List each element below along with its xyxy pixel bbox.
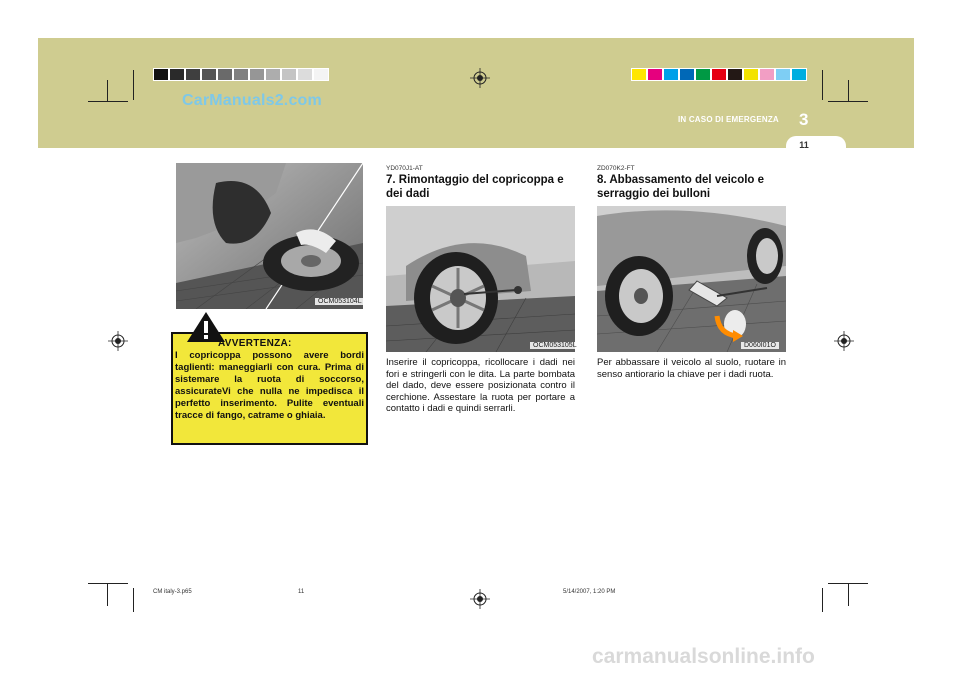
gray-swatch [249, 68, 265, 81]
color-swatch [711, 68, 727, 81]
color-swatch [791, 68, 807, 81]
step-heading [386, 173, 576, 201]
step-number: 8. [597, 174, 607, 186]
color-swatch [631, 68, 647, 81]
section-title: IN CASO DI EMERGENZA [678, 115, 779, 124]
lowering-vehicle-photo [597, 206, 786, 352]
registration-mark-icon [470, 68, 490, 88]
color-swatch [663, 68, 679, 81]
gray-swatch [297, 68, 313, 81]
footer-page: 11 [298, 589, 305, 595]
warning-text: I copricoppa possono avere bordi taglienti: maneggiarli con cura. Prima di sistemare la ruota di soccorso, assicurateVi che nulla ne impedisca il perfetto inserimento. Pulite eventuali tracce di fango, catrame o ghiaia. [175, 350, 364, 421]
color-swatch [679, 68, 695, 81]
photo-code: OCM053105L [530, 342, 580, 349]
header-band [38, 38, 914, 148]
gray-swatch [313, 68, 329, 81]
step-body-text: Per abbassare il veicolo al suolo, ruotare in senso antiorario la chiave per i dadi ruota. [597, 357, 786, 380]
gray-swatch [201, 68, 217, 81]
gray-swatch [185, 68, 201, 81]
color-swatch [743, 68, 759, 81]
spare-wheel-photo [176, 163, 363, 309]
color-calibration-bar [631, 68, 807, 81]
gray-swatch [153, 68, 169, 81]
gray-swatch [217, 68, 233, 81]
footer-timestamp: 5/14/2007, 1:20 PM [563, 589, 616, 595]
reference-code: YD070J1-AT [386, 165, 423, 172]
color-swatch [759, 68, 775, 81]
gray-swatch [265, 68, 281, 81]
warning-title: AVVERTENZA: [218, 338, 292, 349]
step-title: Rimontaggio del copricoppa e dei dadi [386, 174, 564, 200]
gray-swatch [233, 68, 249, 81]
registration-mark-icon [108, 331, 128, 351]
site-watermark-bottom[interactable]: carmanualsonline.info [592, 645, 815, 668]
gray-swatch [169, 68, 185, 81]
photo-code: OCM053104L [315, 298, 365, 305]
page-number: 11 [799, 140, 809, 150]
registration-mark-icon [834, 331, 854, 351]
footer-file-name: CM italy-3.p65 [153, 589, 192, 595]
step-title: Abbassamento del veicolo e serraggio dei bulloni [597, 174, 765, 200]
step-heading [597, 173, 787, 201]
photo-code: D060I01O [741, 342, 779, 349]
site-watermark[interactable]: CarManuals2.com [182, 92, 322, 109]
wheel-nuts-photo [386, 206, 575, 352]
reference-code: ZD070K2-FT [597, 165, 635, 172]
color-swatch [727, 68, 743, 81]
registration-mark-icon [470, 589, 490, 609]
chapter-number: 3 [799, 110, 809, 129]
step-body-text: Inserire il copricoppa, ricollocare i dadi nei fori e stringerli con le dita. La parte bombata del dado, deve essere posizionata contro il cerchione. Assestare la ruota per portare a contatto i dadi e quindi serrarli. [386, 357, 575, 414]
color-swatch [695, 68, 711, 81]
color-swatch [647, 68, 663, 81]
gray-calibration-bar [153, 68, 329, 81]
step-number: 7. [386, 174, 396, 186]
gray-swatch [281, 68, 297, 81]
color-swatch [775, 68, 791, 81]
